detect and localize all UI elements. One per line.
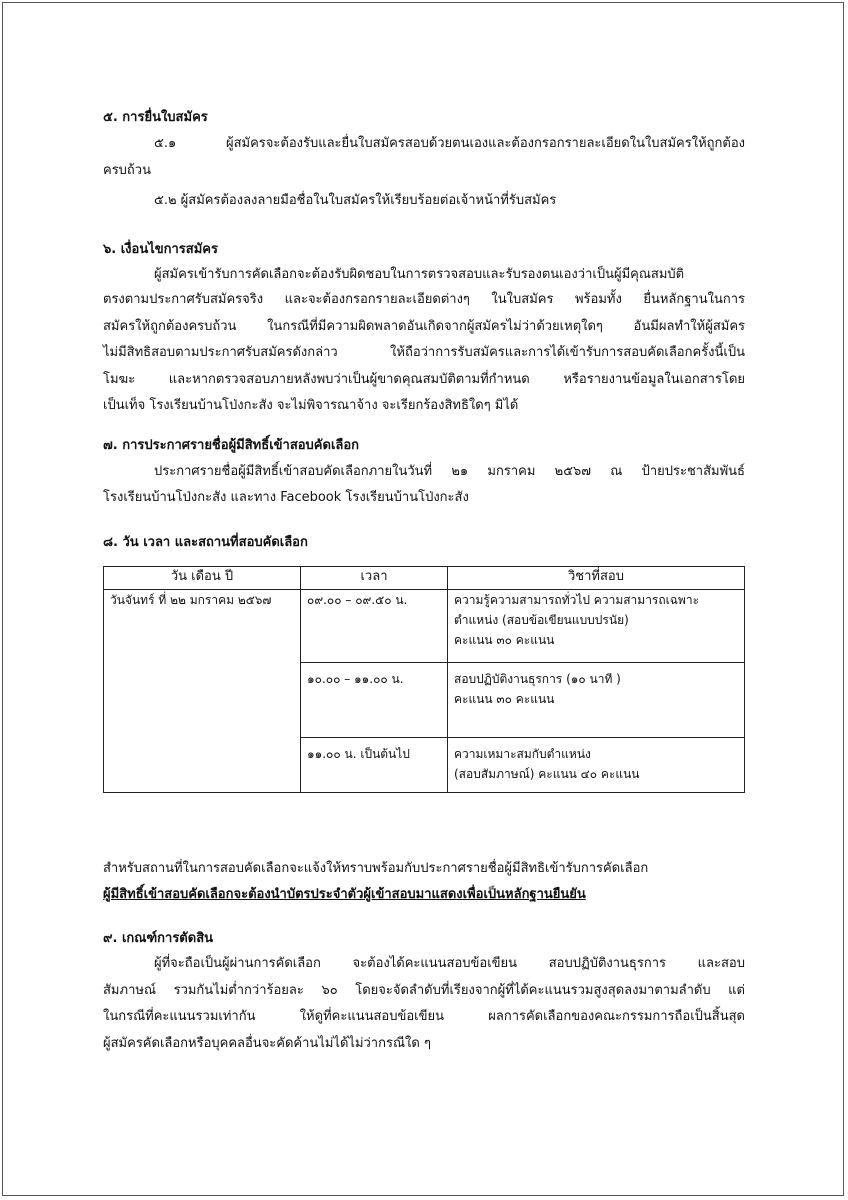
subject-line: คะแนน ๓๐ คะแนน [454,633,555,647]
section-6-line: สมัครให้ถูกต้องครบถ้วน ในกรณีที่มีความผิดพลาดอันเกิดจากผู้สมัครไม่ว่าด้วยเหตุใดๆ อันมีผลทำให้ผู้สมัคร [103,319,745,334]
subject-line: ตำแหน่ง (สอบข้อเขียนแบบปรนัย) [454,613,629,627]
section-6-line: ตรงตามประกาศรับสมัครจริง และจะต้องกรอกรายละเอียดต่างๆ ในใบสมัคร พร้อมทั้ง ยื่นหลักฐานในการ [103,292,745,307]
section-7-line-2: โรงเรียนบ้านโป่งกะสัง และทาง Facebook โรงเรียนบ้านโป่งกะสัง [103,490,469,505]
section-8-note-bold: ผู้มีสิทธิ์เข้าสอบคัดเลือกจะต้องนำบัตรประจำตัวผู้เข้าสอบมาแสดงเพื่อเป็นหลักฐานยืนยัน [103,887,586,902]
section-6-line: ไม่มีสิทธิสอบตามประกาศรับสมัครดังกล่าว ให้ถือว่าการรับสมัครและการได้เข้ารับการสอบคัดเลือกครั้งนี้เป็น [103,345,745,360]
exam-time: ๐๙.๐๐ – ๐๙.๕๐ น. [307,593,408,607]
section-9-line: ผู้ที่จะถือเป็นผู้ผ่านการคัดเลือก จะต้องได้คะแนนสอบข้อเขียน สอบปฏิบัติงานธุรการ และสอบ [154,956,745,971]
section-5-item-1-line-2: ครบถ้วน [103,163,151,178]
section-6-line: เป็นเท็จ โรงเรียนบ้านโป่งกะสัง จะไม่พิจารณาจ้าง จะเรียกร้องสิทธิใดๆ มิได้ [103,398,519,413]
section-6-line: ผู้สมัครเข้ารับการคัดเลือกจะต้องรับผิดชอบในการตรวจสอบและรับรองตนเองว่าเป็นผู้มีคุณสมบัติ [154,267,685,282]
section-6-line: โมฆะ และหากตรวจสอบภายหลังพบว่าเป็นผู้ขาดคุณสมบัติตามที่กำหนด หรือรายงานข้อมูลในเอกสารโดย [103,372,745,387]
table-header-row [104,567,745,590]
section-9-line: ผู้สมัครคัดเลือกหรือบุคคลอื่นจะคัดค้านไม่ได้ไม่ว่ากรณีใด ๆ [103,1036,431,1051]
section-6-heading: ๖. เงื่อนไขการสมัคร [103,242,218,257]
section-8-note: สำหรับสถานที่ในการสอบคัดเลือกจะแจ้งให้ทราบพร้อมกับประกาศรายชื่อผู้มีสิทธิเข้ารับการคัดเลือก [103,861,649,876]
subject-line: ความเหมาะสมกับตำแหน่ง [454,747,591,761]
subject-line: สอบปฏิบัติงานธุรการ (๑๐ นาที ) [454,672,621,686]
time-cell [301,663,448,738]
section-5-heading: ๕. การยื่นใบสมัคร [103,110,208,125]
subject-line: ความรู้ความสามารถทั่วไป ความสามารถเฉพาะ [454,593,700,607]
subject-cell [448,663,745,738]
subject-line: คะแนน ๓๐ คะแนน [454,692,555,706]
section-9-line: สัมภาษณ์ รวมกันไม่ต่ำกว่าร้อยละ ๖๐ โดยจะจัดลำดับที่เรียงจากผู้ที่ได้คะแนนรวมสูงสุดลงมาตามลำดับ แต่ [103,983,745,998]
time-cell [301,590,448,663]
time-cell [301,738,448,793]
subject-cell [448,738,745,793]
section-9-line: ในกรณีที่คะแนนรวมเท่ากัน ให้ดูที่คะแนนสอบข้อเขียน ผลการคัดเลือกของคณะกรรมการถือเป็นสิ้นสุด [103,1009,745,1024]
exam-time: ๑๐.๐๐ – ๑๑.๐๐ น. [307,672,404,686]
section-5-item-1-line-1: ๕.๑ ผู้สมัครจะต้องรับและยื่นใบสมัครสอบด้วยตนเองและต้องกรอกรายละเอียดในใบสมัครให้ถูกต้อง [154,136,745,151]
exam-date: วันจันทร์ ที่ ๒๒ มกราคม ๒๕๖๗ [110,593,272,607]
exam-date-cell [104,590,301,793]
header-date: วัน เดือน ปี [104,567,301,590]
exam-schedule-table [103,566,745,793]
table-row [104,590,745,663]
exam-time: ๑๑.๐๐ น. เป็นต้นไป [307,747,410,761]
section-7-line-1: ประกาศรายชื่อผู้มีสิทธิ์เข้าสอบคัดเลือกภายในวันที่ ๒๑ มกราคม ๒๕๖๗ ณ ป้ายประชาสัมพันธ์ [154,464,745,479]
section-8-heading: ๘. วัน เวลา และสถานที่สอบคัดเลือก [103,535,308,550]
section-9-heading: ๙. เกณฑ์การตัดสิน [103,931,214,946]
section-7-heading: ๗. การประกาศรายชื่อผู้มีสิทธิ์เข้าสอบคัดเลือก [103,438,360,453]
header-time: เวลา [301,567,448,590]
header-subject: วิชาที่สอบ [448,567,745,590]
subject-line: (สอบสัมภาษณ์) คะแนน ๔๐ คะแนน [454,767,640,781]
subject-cell [448,590,745,663]
section-5-item-2: ๕.๒ ผู้สมัครต้องลงลายมือชื่อในใบสมัครให้เรียบร้อยต่อเจ้าหน้าที่รับสมัคร [154,193,557,208]
